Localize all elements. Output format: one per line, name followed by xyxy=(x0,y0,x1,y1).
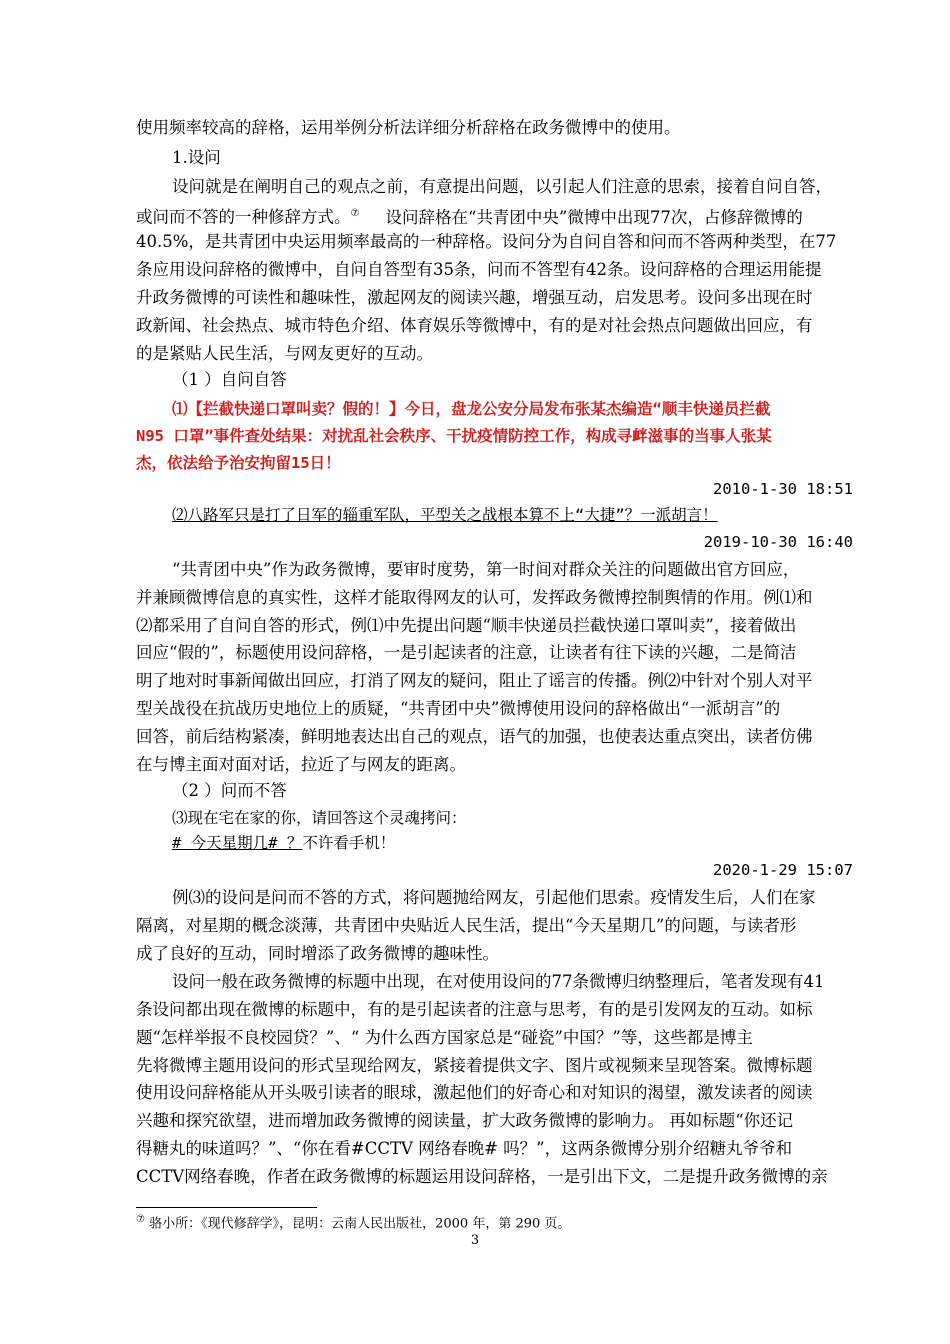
body-text-line: 题“怎样举报不良校园贷？”、“ 为什么西方国家总是“碰瓷”中国？”等，这些都是博主 xyxy=(136,1028,753,1047)
body-text-line: 得糖丸的味道吗？”、“你在看#CCTV 网络春晚# 吗？”，这两条微博分别介绍糖丸爷爷和 xyxy=(136,1139,793,1158)
body-text-line: 在与博主面对面对话，拉近了与网友的距离。 xyxy=(136,755,466,774)
body-text-line: 使用设问辞格能从开头吸引读者的眼球，激起他们的好奇心和对知识的渴望，激发读者的阅读 xyxy=(136,1083,813,1102)
subsection-heading: （1 ）自问自答 xyxy=(172,370,287,389)
body-text-line: 明了地对时事新闻做出回应，打消了网友的疑问，阻止了谣言的传播。例⑵中针对个别人对平 xyxy=(136,671,813,690)
hashtag-topic: # 今天星期几# ？ xyxy=(172,834,303,852)
body-text-line: 并兼顾微博信息的真实性，这样才能取得网友的认可，发挥政务微博控制舆情的作用。例⑴和 xyxy=(136,588,813,607)
subsection-heading: （2 ）问而不答 xyxy=(172,781,287,800)
body-text-line: 升政务微博的可读性和趣味性，激起网友的阅读兴趣，增强互动，启发思考。设问多出现在时 xyxy=(136,288,813,307)
body-text-line: “共青团中央”作为政务微博，要审时度势，第一时间对群众关注的问题做出官方回应， xyxy=(172,560,800,579)
example-quote-line xyxy=(172,833,395,853)
example-quote-line: ⑴【拦截快递口罩叫卖？假的！】今日，盘龙公安分局发布张某杰编造“顺丰快递员拦截 xyxy=(172,400,771,418)
body-text-line: 使用频率较高的辞格，运用举例分析法详细分析辞格在政务微博中的使用。 xyxy=(136,118,681,137)
body-text-line: 的是紧贴人民生活，与网友更好的互动。 xyxy=(136,344,433,363)
page-number: 3 xyxy=(470,1233,480,1248)
body-text-line: 先将微博主题用设问的形式呈现给网友，紧接着提供文字、图片或视频来呈现答案。微博标题 xyxy=(136,1056,813,1075)
footnote-text: 骆小所：《现代修辞学》，昆明：云南人民出版社，2000 年，第 290 页。 xyxy=(144,1216,571,1232)
body-text-line: 型关战役在抗战历史地位上的质疑，“共青团中央”微博使用设问的辞格做出“一派胡言”的 xyxy=(136,699,781,718)
body-text-line xyxy=(136,204,803,228)
body-text-line: 例⑶的设问是问而不答的方式，将问题抛给网友，引起他们思索。疫情发生后，人们在家 xyxy=(172,888,816,907)
body-text-line: CCTV网络春晚，作者在政务微博的标题运用设问辞格，一是引出下文，二是提升政务微博的亲 xyxy=(136,1167,828,1186)
body-text-fragment: 设问辞格在“共青团中央”微博中出现77次，占修辞微博的 xyxy=(385,207,803,227)
body-text-line: 政新闻、社会热点、城市特色介绍、体育娱乐等微博中，有的是对社会热点问题做出回应，有 xyxy=(136,316,813,335)
body-text-line: 成了良好的互动，同时增添了政务微博的趣味性。 xyxy=(136,944,499,963)
footnote-divider xyxy=(136,1207,317,1208)
example-quote-line: N95 口罩”事件查处结果：对扰乱社会秩序、干扰疫情防控工作，构成寻衅滋事的当事人张某 xyxy=(136,427,772,445)
example-quote-line: ⑵八路军只是打了日军的辎重军队，平型关之战根本算不上“大捷”？一派胡言！ xyxy=(172,506,718,524)
footnote-mark: ⑦ xyxy=(136,1214,145,1225)
section-heading: 1.设问 xyxy=(172,148,221,167)
example-quote-fragment: 不许看手机！ xyxy=(302,834,396,852)
body-text-line: 40.5%，是共青团中央运用频率最高的一种辞格。设问分为自问自答和问而不答两种类型，在77 xyxy=(136,232,837,251)
body-text-fragment: 或问而不答的一种修辞方式。 xyxy=(136,207,351,227)
body-text-line: 回答，前后结构紧凑，鲜明地表达出自己的观点，语气的加强，也使表达重点突出，读者仿佛 xyxy=(136,727,813,746)
example-timestamp: 2019-10-30 16:40 xyxy=(703,533,853,551)
footnote xyxy=(136,1211,570,1233)
body-text-line: 兴趣和探究欲望，进而增加政务微博的阅读量，扩大政务微博的影响力。 再如标题“你还记 xyxy=(136,1111,794,1130)
body-text-line: 设问一般在政务微博的标题中出现，在对使用设问的77条微博归纳整理后，笔者发现有41 xyxy=(172,972,825,991)
example-timestamp: 2020-1-29 15:07 xyxy=(713,861,853,879)
footnote-ref: ⑦ xyxy=(350,208,360,219)
body-text-line: 回应“假的”，标题使用设问辞格，一是引起读者的注意，让读者有往下读的兴趣，二是简洁 xyxy=(136,643,797,662)
body-text-line: ⑵都采用了自问自答的形式，例⑴中先提出问题“顺丰快递员拦截快递口罩叫卖”，接着做出 xyxy=(136,616,797,635)
example-quote-line: ⑶现在宅在家的你，请回答这个灵魂拷问： xyxy=(172,809,467,827)
example-timestamp: 2010-1-30 18:51 xyxy=(713,480,853,498)
body-text-line: 条应用设问辞格的微博中，自问自答型有35条，问而不答型有42条。设问辞格的合理运用能提 xyxy=(136,260,822,279)
example-quote-line: 杰，依法给予治安拘留15日！ xyxy=(136,454,341,472)
body-text-line: 隔离，对星期的概念淡薄，共青团中央贴近人民生活，提出“今天星期几”的问题，与读者形 xyxy=(136,916,797,935)
body-text-line: 设问就是在阐明自己的观点之前，有意提出问题，以引起人们注意的思索，接着自问自答， xyxy=(172,177,832,196)
body-text-line: 条设问都出现在微博的标题中，有的是引起读者的注意与思考，有的是引发网友的互动。如标 xyxy=(136,1000,813,1019)
